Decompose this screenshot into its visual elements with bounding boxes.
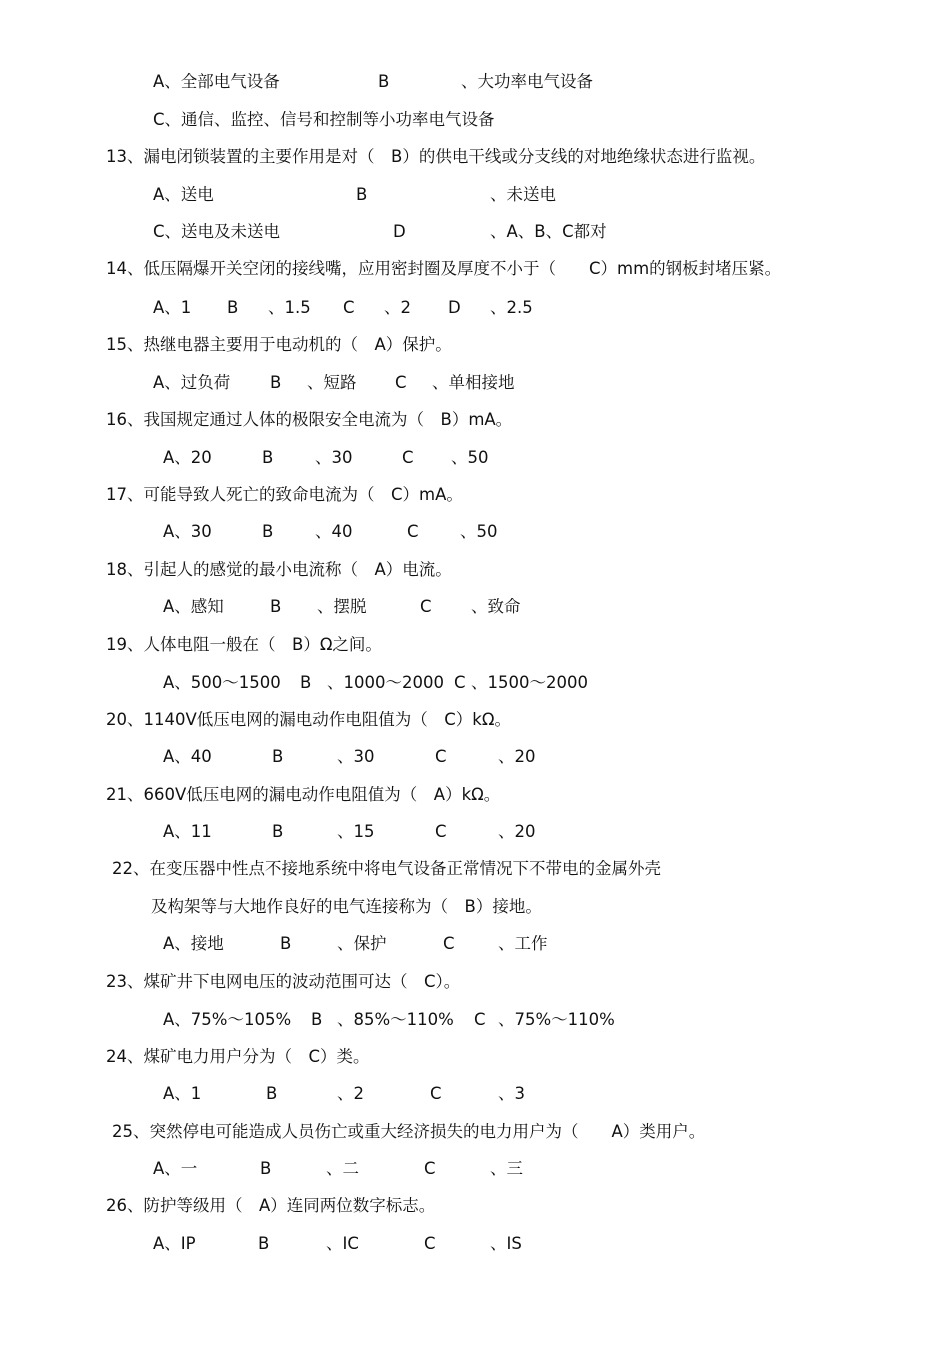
answer-option: 、40 <box>315 522 353 541</box>
answer-option: B <box>300 673 312 692</box>
answer-option: A、送电 <box>153 185 214 204</box>
question-text: 18、引起人的感觉的最小电流称（ A）电流。 <box>106 560 452 579</box>
answer-option: A、11 <box>163 822 212 841</box>
question-text: 16、我国规定通过人体的极限安全电流为（ B）mA。 <box>106 410 513 429</box>
answer-option: B <box>272 822 284 841</box>
answer-option: 、75%～110% <box>498 1010 615 1029</box>
answer-option: C <box>343 298 355 317</box>
answer-option: A、500～1500 <box>163 673 281 692</box>
answer-option: B <box>262 522 274 541</box>
answer-option: B <box>260 1159 272 1178</box>
answer-option: 、30 <box>337 747 375 766</box>
answer-option: C <box>443 934 455 953</box>
answer-option: B <box>227 298 239 317</box>
question-text: 26、防护等级用（ A）连同两位数字标志。 <box>106 1196 436 1215</box>
answer-option: 、短路 <box>307 373 357 392</box>
question-text: 24、煤矿电力用户分为（ C）类。 <box>106 1047 370 1066</box>
answer-option: C <box>424 1234 436 1253</box>
question-text: 21、660V低压电网的漏电动作电阻值为（ A）kΩ。 <box>106 785 501 804</box>
question-text: 20、1140V低压电网的漏电动作电阻值为（ C）kΩ。 <box>106 710 511 729</box>
answer-option: B <box>266 1084 278 1103</box>
answer-option: D <box>393 222 406 241</box>
answer-option: B <box>356 185 368 204</box>
answer-option: 、20 <box>498 822 536 841</box>
answer-option: A、40 <box>163 747 212 766</box>
answer-option: A、一 <box>153 1159 198 1178</box>
answer-option: A、过负荷 <box>153 373 231 392</box>
answer-option: 、2.5 <box>490 298 533 317</box>
answer-option: A、感知 <box>163 597 224 616</box>
question-text: 23、煤矿井下电网电压的波动范围可达（ C）。 <box>106 972 461 991</box>
answer-option: 、工作 <box>498 934 548 953</box>
answer-option: A、30 <box>163 522 212 541</box>
answer-option: 、15 <box>337 822 375 841</box>
answer-option: B <box>262 448 274 467</box>
answer-option: B <box>270 597 282 616</box>
answer-option: B <box>258 1234 270 1253</box>
answer-option: 、3 <box>498 1084 525 1103</box>
answer-option: A、接地 <box>163 934 224 953</box>
question-text: 25、突然停电可能造成人员伤亡或重大经济损失的电力用户为（ A）类用户。 <box>112 1122 706 1141</box>
answer-option: C <box>435 747 447 766</box>
question-text: 15、热继电器主要用于电动机的（ A）保护。 <box>106 335 452 354</box>
answer-option: C <box>420 597 432 616</box>
answer-option: 、1500～2000 <box>471 673 588 692</box>
answer-option: A、1 <box>163 1084 202 1103</box>
question-text: 13、漏电闭锁装置的主要作用是对（ B）的供电干线或分支线的对地绝缘状态进行监视。 <box>106 147 766 166</box>
answer-option: B <box>378 72 390 91</box>
answer-option: C <box>395 373 407 392</box>
answer-option: A、全部电气设备 <box>153 72 280 91</box>
answer-option: C <box>435 822 447 841</box>
answer-option: 、50 <box>451 448 489 467</box>
answer-option: 、致命 <box>471 597 521 616</box>
answer-option: 、20 <box>498 747 536 766</box>
question-text: 及构架等与大地作良好的电气连接称为（ B）接地。 <box>151 897 542 916</box>
answer-option: 、IC <box>326 1234 359 1253</box>
answer-option: 、大功率电气设备 <box>461 72 593 91</box>
answer-option: 、IS <box>490 1234 522 1253</box>
answer-option: C <box>407 522 419 541</box>
answer-option: 、85%～110% <box>337 1010 454 1029</box>
answer-option: D <box>448 298 461 317</box>
answer-option: A、20 <box>163 448 212 467</box>
answer-option: C <box>424 1159 436 1178</box>
answer-option: B <box>311 1010 323 1029</box>
answer-option: C <box>474 1010 486 1029</box>
answer-option: 、保护 <box>337 934 387 953</box>
answer-option: C <box>454 673 466 692</box>
answer-option: C、送电及未送电 <box>153 222 281 241</box>
answer-option: 、30 <box>315 448 353 467</box>
answer-option: B <box>280 934 292 953</box>
answer-option: C、通信、监控、信号和控制等小功率电气设备 <box>153 110 495 129</box>
answer-option: 、未送电 <box>490 185 556 204</box>
answer-option: B <box>272 747 284 766</box>
question-text: 19、人体电阻一般在（ B）Ω之间。 <box>106 635 382 654</box>
answer-option: 、A、B、C都对 <box>490 222 607 241</box>
answer-option: C <box>430 1084 442 1103</box>
answer-option: B <box>270 373 282 392</box>
answer-option: A、75%～105% <box>163 1010 292 1029</box>
answer-option: 、三 <box>490 1159 523 1178</box>
answer-option: 、2 <box>337 1084 364 1103</box>
answer-option: A、IP <box>153 1234 196 1253</box>
question-text: 14、低压隔爆开关空闭的接线嘴，应用密封圈及厚度不小于（ C）mm的钢板封堵压紧。 <box>106 259 782 278</box>
answer-option: A、1 <box>153 298 192 317</box>
answer-option: C <box>402 448 414 467</box>
answer-option: 、单相接地 <box>432 373 515 392</box>
answer-option: 、1.5 <box>268 298 311 317</box>
question-text: 17、可能导致人死亡的致命电流为（ C）mA。 <box>106 485 463 504</box>
question-text: 22、在变压器中性点不接地系统中将电气设备正常情况下不带电的金属外壳 <box>112 859 661 878</box>
answer-option: 、2 <box>384 298 411 317</box>
answer-option: 、50 <box>460 522 498 541</box>
answer-option: 、二 <box>326 1159 359 1178</box>
answer-option: 、摆脱 <box>317 597 367 616</box>
answer-option: 、1000～2000 <box>327 673 444 692</box>
